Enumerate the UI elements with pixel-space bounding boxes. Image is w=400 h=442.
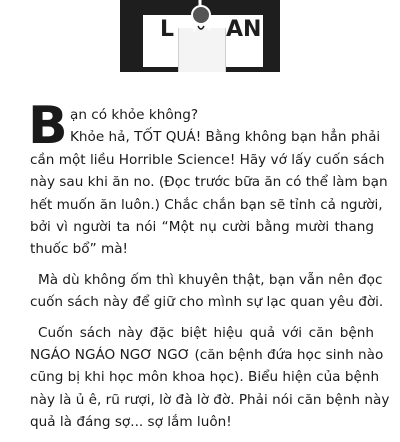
text-line: thuốc bổ” mà! xyxy=(30,241,129,258)
text-line: ạn có khỏe không? xyxy=(70,107,199,123)
text-line: bởi vì người ta nói “Một nụ cười bằng mười thang xyxy=(30,219,374,236)
article-text xyxy=(28,96,390,442)
cartoon-figure-icon xyxy=(170,0,230,40)
drop-cap: B xyxy=(28,96,68,156)
text-line: Cuốn sách này đặc biệt hiệu quả với căn bệnh xyxy=(38,324,374,341)
text-line: cuốn sách này để giữ cho mình sự lạc quan yêu đời. xyxy=(30,294,384,311)
text-line: cũng bị khi học môn khoa học). Biểu hiện của bệnh xyxy=(30,369,380,386)
paragraph-2 xyxy=(30,269,384,314)
text-line: Mà dù không ốm thì khuyên thật, bạn vẫn nên đọc xyxy=(38,271,383,288)
text-line: NGÁO NGÁO NGƠ NGƠ (căn bệnh đứa học sinh nào xyxy=(30,347,384,364)
paragraph-3 xyxy=(30,322,390,434)
paragraph-1 xyxy=(28,96,388,261)
text-line: cần một liều Horrible Science! Hãy vớ lấy cuốn sách xyxy=(30,151,385,168)
banner-word-right: AN xyxy=(226,17,262,42)
header-illustration xyxy=(0,0,400,90)
text-line: Khỏe hả, TỐT QUÁ! Bằng không bạn hẳn phải xyxy=(70,129,381,146)
text-line: này sau khi ăn no. (Đọc trước bữa ăn có thể làm bạn xyxy=(30,174,388,191)
banner-word-left: L xyxy=(160,17,175,42)
text-line: quả là đáng sợ... sợ lắm luôn! xyxy=(30,414,232,431)
text-line: này là ủ ê, rũ rượi, lờ đà lờ đờ. Phải nói căn bệnh này xyxy=(30,391,390,408)
text-line: hết muốn ăn luôn.) Chắc chắn bạn sẽ tỉnh cả người, xyxy=(30,196,383,213)
